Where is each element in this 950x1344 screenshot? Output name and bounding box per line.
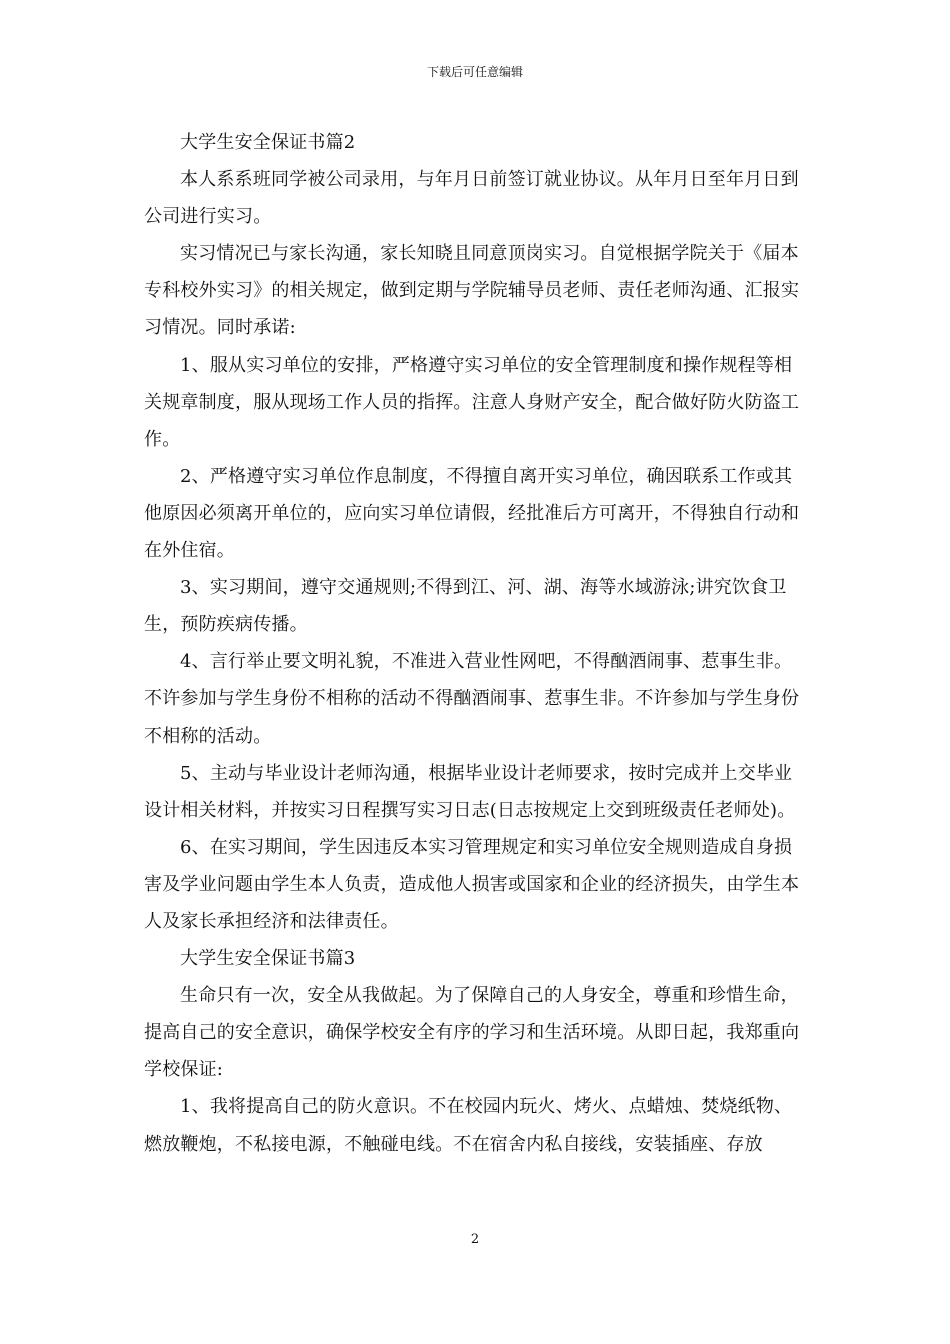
list-item: 6、在实习期间，学生因违反本实习管理规定和实习单位安全规则造成自身损害及学业问题由学生本人负责，造成他人损害或国家和企业的经济损失，由学生本人及家长承担经济和法律责任。 bbox=[144, 836, 800, 932]
paragraph: 本人系系班同学被公司录用，与年月日前签订就业协议。从年月日至年月日到公司进行实习。 bbox=[144, 169, 799, 228]
list-item: 4、言行举止要文明礼貌，不准进入营业性网吧，不得酗酒闹事、惹事生非。不许参加与学生身份不相称的活动不得酗酒闹事、惹事生非。不许参加与学生身份不相称的活动。 bbox=[144, 651, 800, 747]
paragraph: 实习情况已与家长沟通，家长知晓且同意顶岗实习。自觉根据学院关于《届本专科校外实习》的相关规定，做到定期与学院辅导员老师、责任老师沟通、汇报实习情况。同时承诺: bbox=[144, 243, 800, 339]
page-number: 2 bbox=[470, 1232, 480, 1247]
list-item: 1、服从实习单位的安排，严格遵守实习单位的安全管理制度和操作规程等相关规章制度，服从现场工作人员的指挥。注意人身财产安全，配合做好防火防盗工作。 bbox=[144, 354, 800, 450]
paragraph: 生命只有一次，安全从我做起。为了保障自己的人身安全，尊重和珍惜生命，提高自己的安全意识，确保学校安全有序的学习和生活环境。从即日起，我郑重向学校保证: bbox=[144, 985, 800, 1081]
list-item: 2、严格遵守实习单位作息制度，不得擅自离开实习单位，确因联系工作或其他原因必须离开单位的，应向实习单位请假，经批准后方可离开，不得独自行动和在外住宿。 bbox=[144, 465, 800, 562]
list-item: 1、我将提高自己的防火意识。不在校园内玩火、烤火、点蜡烛、焚烧纸物、燃放鞭炮，不私接电源，不触碰电线。不在宿舍内私自接线，安装插座、存放 bbox=[144, 1096, 793, 1155]
list-item: 3、实习期间，遵守交通规则;不得到江、河、湖、海等水域游泳;讲究饮食卫生，预防疾病传播。 bbox=[144, 577, 787, 636]
list-item: 5、主动与毕业设计老师沟通，根据毕业设计老师要求，按时完成并上交毕业设计相关材料，并按实习日程撰写实习日志(日志按规定上交到班级责任老师处)。 bbox=[144, 762, 796, 821]
section-title-3: 大学生安全保证书篇3 bbox=[180, 948, 356, 970]
section-title-2: 大学生安全保证书篇2 bbox=[180, 132, 356, 153]
header-note: 下载后可任意编辑 bbox=[426, 65, 523, 79]
document-body bbox=[144, 124, 806, 1163]
